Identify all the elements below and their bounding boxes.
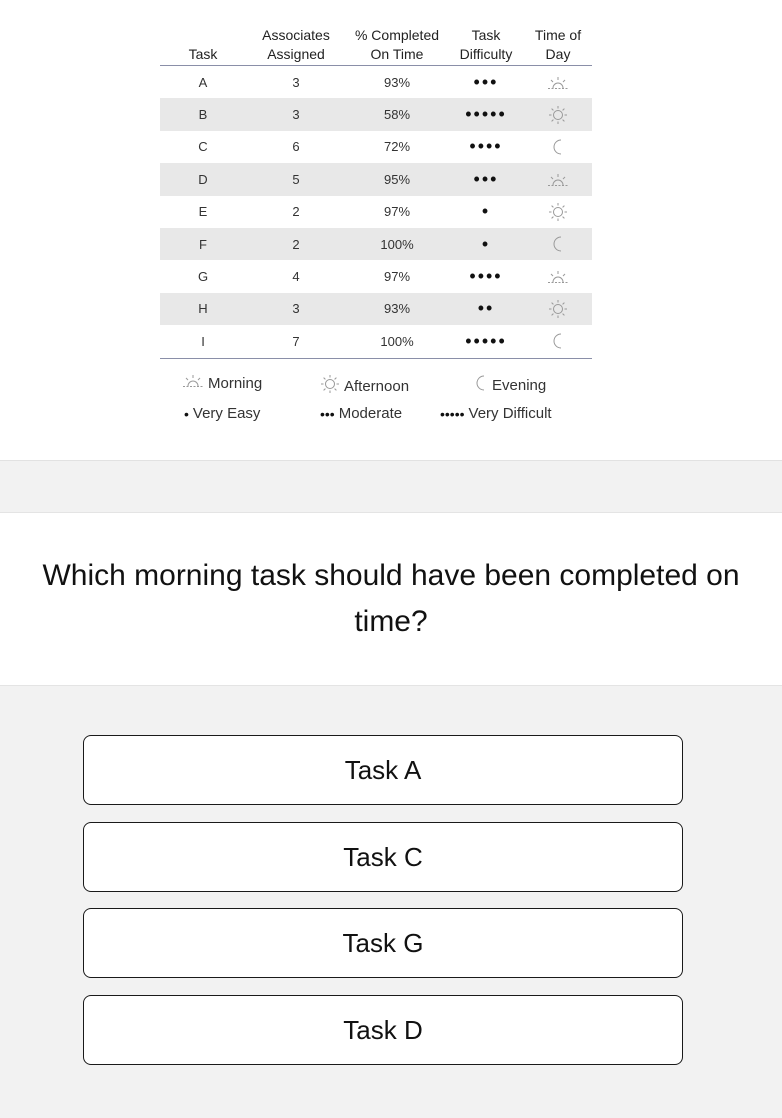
- very-easy-dots: •: [184, 405, 189, 422]
- morning-icon: [547, 74, 569, 89]
- task-cell: I: [160, 325, 246, 358]
- legend-very-easy: [184, 405, 260, 422]
- answer-option-3[interactable]: Task G: [83, 908, 683, 978]
- associates-cell: 3: [246, 293, 346, 325]
- evening-icon: [551, 236, 565, 251]
- associates-cell: 6: [292, 139, 300, 155]
- legend-morning: [182, 374, 262, 392]
- difficulty-cell: ••: [448, 293, 524, 325]
- afternoon-icon: [548, 300, 568, 315]
- time-of-day-cell: [524, 131, 592, 163]
- difficulty-cell: •: [481, 201, 491, 222]
- time-of-day-cell: [524, 163, 592, 195]
- associates-cell: 4: [292, 269, 300, 285]
- legend-very-difficult-label: Very Difficult: [468, 405, 552, 422]
- associates-cell: 5: [246, 163, 346, 195]
- associates-cell: 2: [246, 228, 346, 260]
- legend: [182, 374, 602, 436]
- afternoon-icon: [548, 203, 568, 218]
- time-of-day-cell: [524, 196, 592, 228]
- afternoon-icon: [548, 106, 568, 121]
- completed-cell: 58%: [346, 98, 448, 130]
- legend-afternoon: [320, 374, 409, 398]
- legend-time-row: [182, 374, 602, 405]
- table-row: [160, 163, 592, 195]
- very-difficult-dots: •••••: [440, 405, 465, 422]
- legend-moderate-label: Moderate: [338, 405, 403, 422]
- evening-icon: [551, 333, 565, 348]
- task-table: [160, 26, 592, 359]
- completed-cell: 97%: [383, 204, 411, 220]
- answer-option-2[interactable]: Task C: [83, 822, 683, 892]
- associates-cell: 7: [246, 325, 346, 358]
- time-of-day-cell: [524, 228, 592, 260]
- legend-evening-label: Evening: [492, 376, 547, 394]
- difficulty-cell: •••••: [448, 325, 524, 358]
- table-row: [160, 98, 592, 130]
- legend-morning-label: Morning: [208, 374, 263, 392]
- difficulty-cell: •: [448, 228, 524, 260]
- legend-very-difficult: [440, 405, 552, 422]
- time-of-day-cell: [524, 325, 592, 358]
- task-table-image: [0, 0, 782, 461]
- header-task: Task: [160, 26, 246, 66]
- question-text: Which morning task should have been completed on time?: [42, 559, 740, 638]
- associates-cell: 3: [292, 74, 300, 90]
- difficulty-cell: ••••: [469, 266, 503, 287]
- completed-cell: 100%: [346, 325, 448, 358]
- difficulty-cell: •••: [473, 71, 499, 92]
- time-of-day-cell: [524, 66, 592, 99]
- legend-difficulty-row: [182, 405, 602, 436]
- time-of-day-cell: [524, 260, 592, 292]
- difficulty-cell: •••: [448, 163, 524, 195]
- legend-evening: [474, 374, 546, 396]
- task-cell: C: [198, 139, 208, 155]
- task-cell: A: [198, 74, 208, 90]
- table-header-row: [160, 26, 592, 66]
- difficulty-cell: •••••: [448, 98, 524, 130]
- morning-icon: [182, 374, 204, 392]
- table-row: [160, 66, 592, 99]
- header-completed: % Completed On Time: [346, 26, 448, 66]
- time-of-day-cell: [524, 98, 592, 130]
- answer-option-4[interactable]: Task D: [83, 995, 683, 1065]
- afternoon-icon: [320, 374, 340, 398]
- header-time-of-day: Time of Day: [524, 26, 592, 66]
- completed-cell: 97%: [383, 269, 411, 285]
- table-row: [160, 260, 592, 292]
- completed-cell: 100%: [346, 228, 448, 260]
- task-cell: E: [198, 204, 208, 220]
- header-associates: Associates Assigned: [246, 26, 346, 66]
- table-row: [160, 325, 592, 358]
- task-cell: G: [197, 269, 209, 285]
- legend-moderate: [320, 405, 402, 422]
- answer-option-1[interactable]: Task A: [83, 735, 683, 805]
- table-row: [160, 293, 592, 325]
- legend-very-easy-label: Very Easy: [192, 405, 261, 422]
- associates-cell: 2: [292, 204, 300, 220]
- evening-icon: [474, 374, 488, 396]
- completed-cell: 95%: [346, 163, 448, 195]
- question-card: [0, 512, 782, 686]
- table-row: [160, 131, 592, 163]
- morning-icon: [547, 269, 569, 284]
- difficulty-cell: ••••: [469, 136, 503, 157]
- task-cell: F: [160, 228, 246, 260]
- table-row: [160, 228, 592, 260]
- task-cell: H: [160, 293, 246, 325]
- moderate-dots: •••: [320, 405, 335, 422]
- legend-afternoon-label: Afternoon: [344, 377, 410, 395]
- table-row: [160, 196, 592, 228]
- header-difficulty: Task Difficulty: [448, 26, 524, 66]
- completed-cell: 72%: [383, 139, 411, 155]
- morning-icon: [547, 172, 569, 187]
- associates-cell: 3: [246, 98, 346, 130]
- task-table-wrap: [160, 26, 592, 359]
- completed-cell: 93%: [383, 74, 411, 90]
- completed-cell: 93%: [346, 293, 448, 325]
- task-cell: B: [160, 98, 246, 130]
- task-cell: D: [160, 163, 246, 195]
- evening-icon: [551, 138, 565, 153]
- time-of-day-cell: [524, 293, 592, 325]
